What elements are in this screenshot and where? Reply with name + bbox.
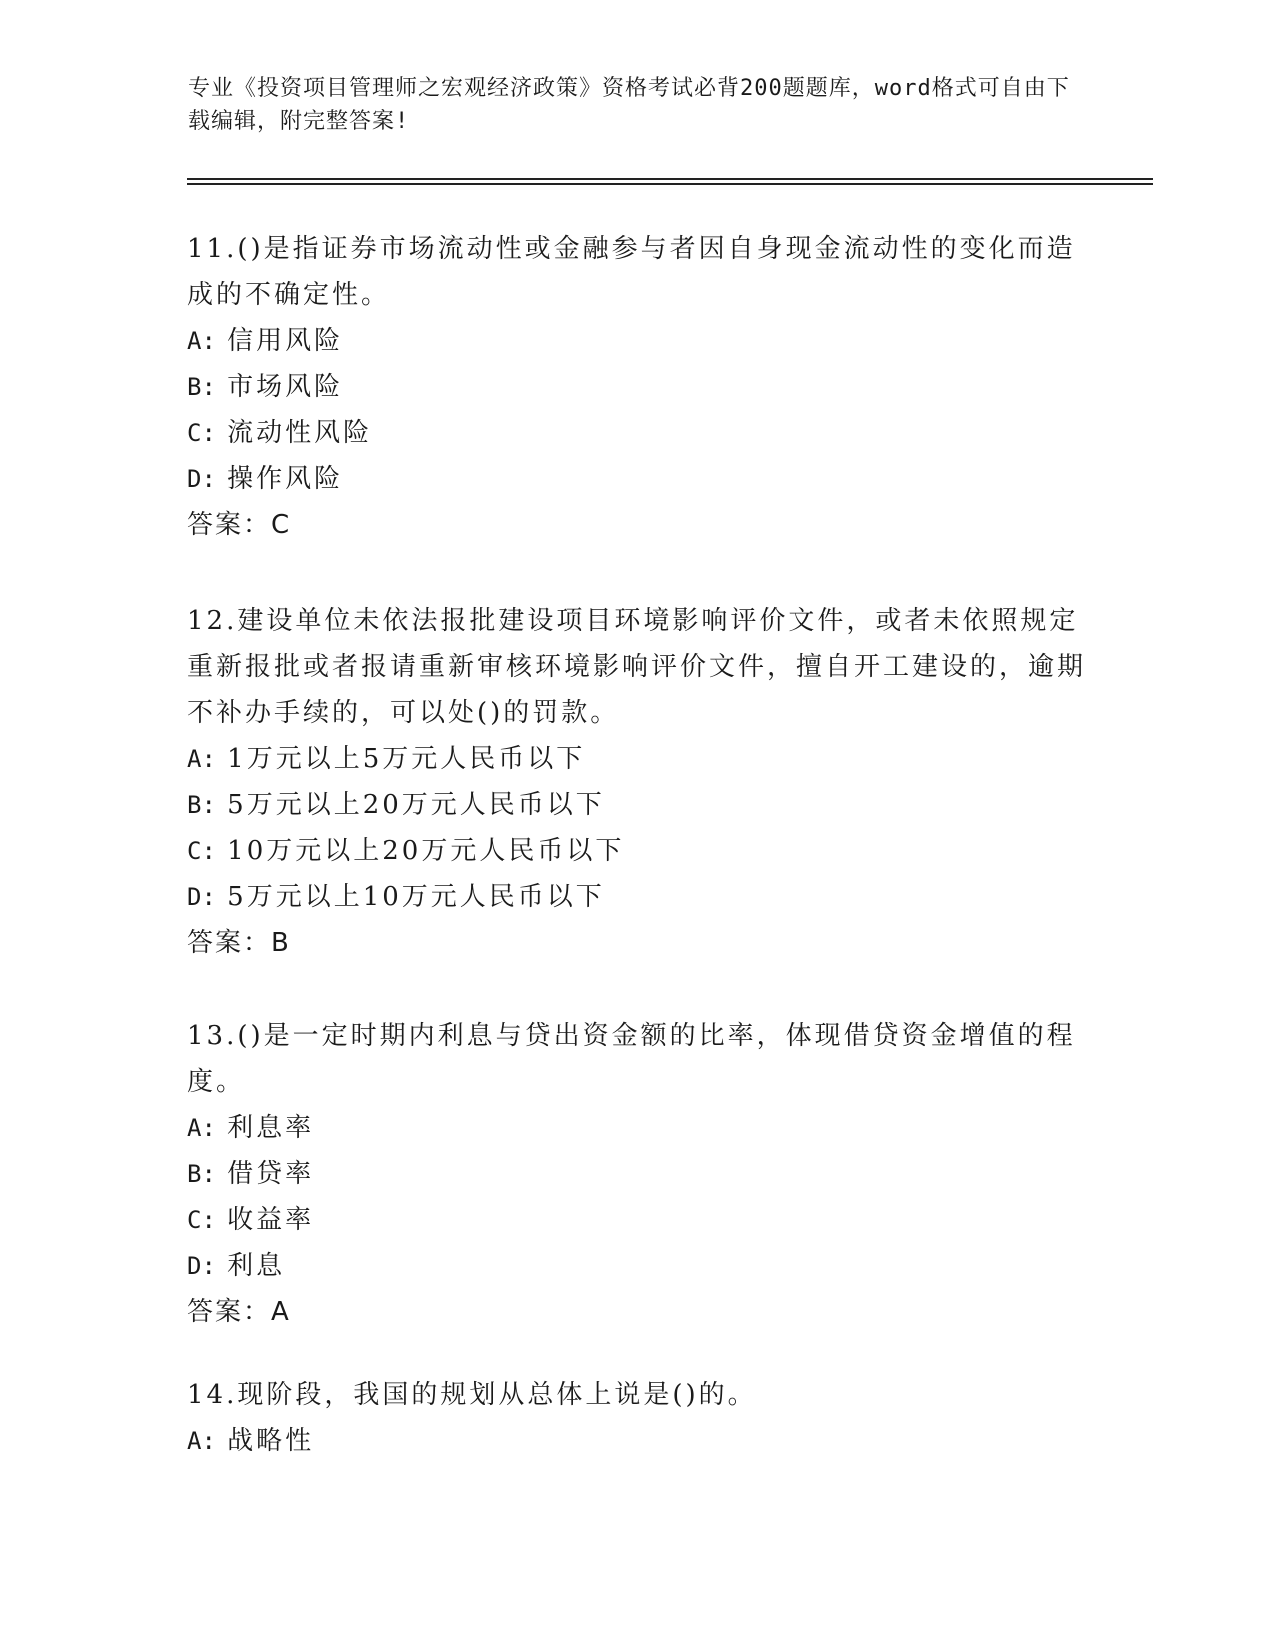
option-key: B: (187, 1160, 216, 1188)
option-a (187, 1418, 1087, 1464)
option-text: 收益率 (227, 1205, 315, 1235)
question-12 (187, 598, 1087, 966)
question-11 (187, 226, 1087, 548)
option-text: 借贷率 (227, 1159, 315, 1189)
option-key: A: (187, 327, 216, 355)
option-key: A: (187, 1114, 216, 1142)
answer: 答案：B (187, 928, 291, 958)
option-c (187, 828, 1087, 874)
option-text: 流动性风险 (227, 418, 373, 448)
option-key: B: (187, 791, 216, 819)
header-rule-bottom (187, 183, 1153, 185)
question-stem: 11.()是指证券市场流动性或金融参与者因自身现金流动性的变化而造成的不确定性。 (187, 234, 1076, 310)
option-key: A: (187, 1427, 216, 1455)
option-text: 10万元以上20万元人民币以下 (227, 836, 625, 866)
option-text: 5万元以上20万元人民币以下 (227, 790, 605, 820)
option-key: C: (187, 419, 216, 447)
header-rule-top (187, 178, 1153, 180)
question-14 (187, 1372, 1087, 1464)
option-key: C: (187, 837, 216, 865)
option-text: 5万元以上10万元人民币以下 (227, 882, 605, 912)
question-stem: 14.现阶段，我国的规划从总体上说是()的。 (187, 1380, 757, 1410)
question-stem: 13.()是一定时期内利息与贷出资金额的比率，体现借贷资金增值的程度。 (187, 1021, 1076, 1097)
option-text: 利息率 (227, 1113, 315, 1143)
option-text: 市场风险 (227, 372, 344, 402)
option-key: B: (187, 373, 216, 401)
option-d (187, 456, 1087, 502)
option-text: 操作风险 (227, 464, 344, 494)
option-c (187, 410, 1087, 456)
option-key: D: (187, 883, 216, 911)
option-c (187, 1197, 1087, 1243)
option-key: C: (187, 1206, 216, 1234)
document-header (188, 72, 1088, 138)
option-b (187, 364, 1087, 410)
option-a (187, 736, 1087, 782)
question-stem: 12.建设单位未依法报批建设项目环境影响评价文件，或者未依照规定重新报批或者报请重新审核环境影响评价文件，擅自开工建设的，逾期不补办手续的，可以处()的罚款。 (187, 606, 1087, 728)
option-text: 战略性 (227, 1426, 315, 1456)
answer: 答案：C (187, 510, 292, 540)
option-b (187, 782, 1087, 828)
option-a (187, 1105, 1087, 1151)
option-d (187, 1243, 1087, 1289)
option-text: 1万元以上5万元人民币以下 (227, 744, 586, 774)
option-a (187, 318, 1087, 364)
option-key: D: (187, 1252, 216, 1280)
option-key: A: (187, 745, 216, 773)
option-text: 信用风险 (227, 326, 344, 356)
answer: 答案：A (187, 1297, 291, 1327)
question-13 (187, 1013, 1087, 1335)
option-b (187, 1151, 1087, 1197)
option-text: 利息 (227, 1251, 286, 1281)
option-d (187, 874, 1087, 920)
option-key: D: (187, 465, 216, 493)
header-text: 专业《投资项目管理师之宏观经济政策》资格考试必背200题题库，word格式可自由下载编辑，附完整答案! (188, 76, 1070, 134)
